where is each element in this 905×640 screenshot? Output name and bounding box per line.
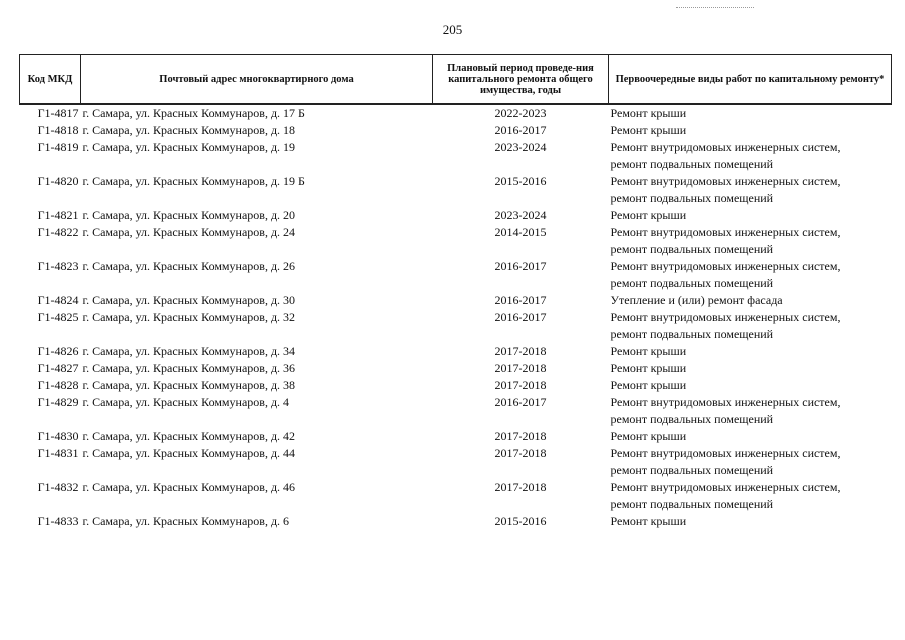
table-row xyxy=(20,309,892,343)
row-works xyxy=(609,394,892,428)
row-address: г. Самара, ул. Красных Коммунаров, д. 26 xyxy=(82,259,296,273)
row-period: 2016-2017 xyxy=(494,123,547,137)
row-code: Г1-4821 xyxy=(37,208,79,222)
table-row xyxy=(20,139,892,173)
row-code: Г1-4818 xyxy=(37,123,79,137)
row-works xyxy=(609,207,892,224)
row-works xyxy=(609,173,892,207)
work-line: Ремонт крыши xyxy=(610,378,687,392)
work-line: Утепление и (или) ремонт фасада xyxy=(610,293,783,307)
row-period: 2015-2016 xyxy=(494,174,547,188)
row-address: г. Самара, ул. Красных Коммунаров, д. 46 xyxy=(82,480,296,494)
row-works xyxy=(609,360,892,377)
row-period: 2017-2018 xyxy=(494,480,547,494)
row-period: 2017-2018 xyxy=(494,361,547,375)
work-line: Ремонт внутридомовых инженерных систем, xyxy=(610,225,841,239)
work-line: ремонт подвальных помещений xyxy=(610,191,774,205)
row-code: Г1-4822 xyxy=(37,225,79,239)
table-row xyxy=(20,104,892,122)
row-address: г. Самара, ул. Красных Коммунаров, д. 24 xyxy=(82,225,296,239)
table-row xyxy=(20,428,892,445)
row-address: г. Самара, ул. Красных Коммунаров, д. 38 xyxy=(82,378,296,392)
row-period: 2017-2018 xyxy=(494,446,547,460)
row-works xyxy=(609,377,892,394)
row-period: 2023-2024 xyxy=(494,208,547,222)
row-works xyxy=(609,139,892,173)
row-address: г. Самара, ул. Красных Коммунаров, д. 4 xyxy=(82,395,290,409)
work-line: Ремонт крыши xyxy=(610,429,687,443)
table-row xyxy=(20,258,892,292)
row-address: г. Самара, ул. Красных Коммунаров, д. 34 xyxy=(82,344,296,358)
row-address: г. Самара, ул. Красных Коммунаров, д. 17 Б xyxy=(82,106,305,120)
row-period: 2014-2015 xyxy=(494,225,547,239)
table-row xyxy=(20,445,892,479)
scan-artifact xyxy=(676,7,754,8)
table-row xyxy=(20,343,892,360)
work-line: ремонт подвальных помещений xyxy=(610,276,774,290)
row-code: Г1-4830 xyxy=(37,429,79,443)
row-period: 2022-2023 xyxy=(494,106,547,120)
row-address: г. Самара, ул. Красных Коммунаров, д. 19 Б xyxy=(82,174,305,188)
row-works xyxy=(609,224,892,258)
row-works xyxy=(609,309,892,343)
table-row xyxy=(20,360,892,377)
row-period: 2017-2018 xyxy=(494,378,547,392)
table-row xyxy=(20,173,892,207)
work-line: Ремонт внутридомовых инженерных систем, xyxy=(610,259,841,273)
table-row xyxy=(20,479,892,513)
row-period: 2017-2018 xyxy=(494,344,547,358)
row-code: Г1-4823 xyxy=(37,259,79,273)
row-code: Г1-4826 xyxy=(37,344,79,358)
work-line: Ремонт внутридомовых инженерных систем, xyxy=(610,140,841,154)
work-line: Ремонт внутридомовых инженерных систем, xyxy=(610,310,841,324)
work-line: ремонт подвальных помещений xyxy=(610,242,774,256)
page-number: 205 xyxy=(442,22,463,37)
work-line: ремонт подвальных помещений xyxy=(610,327,774,341)
row-code: Г1-4833 xyxy=(37,514,79,528)
row-address: г. Самара, ул. Красных Коммунаров, д. 32 xyxy=(82,310,296,324)
table-body xyxy=(20,104,892,530)
table-row xyxy=(20,224,892,258)
row-works xyxy=(609,513,892,530)
row-code: Г1-4829 xyxy=(37,395,79,409)
row-works xyxy=(609,258,892,292)
row-address: г. Самара, ул. Красных Коммунаров, д. 18 xyxy=(82,123,296,137)
work-line: ремонт подвальных помещений xyxy=(610,412,774,426)
row-code: Г1-4824 xyxy=(37,293,79,307)
row-period: 2023-2024 xyxy=(494,140,547,154)
work-line: Ремонт крыши xyxy=(610,344,687,358)
row-code: Г1-4832 xyxy=(37,480,79,494)
row-period: 2017-2018 xyxy=(494,429,547,443)
table-row xyxy=(20,394,892,428)
row-address: г. Самара, ул. Красных Коммунаров, д. 44 xyxy=(82,446,296,460)
work-line: Ремонт внутридомовых инженерных систем, xyxy=(610,446,841,460)
row-address: г. Самара, ул. Красных Коммунаров, д. 20 xyxy=(82,208,296,222)
work-line: Ремонт крыши xyxy=(610,106,687,120)
work-line: Ремонт крыши xyxy=(610,208,687,222)
work-line: ремонт подвальных помещений xyxy=(610,497,774,511)
header-works: Первоочередные виды работ по капитальному ремонту* xyxy=(609,55,892,105)
work-line: Ремонт крыши xyxy=(610,514,687,528)
row-address: г. Самара, ул. Красных Коммунаров, д. 30 xyxy=(82,293,296,307)
row-code: Г1-4828 xyxy=(37,378,79,392)
row-works xyxy=(609,479,892,513)
header-period: Плановый период проведе-ния капитального ремонта общего имущества, годы xyxy=(433,55,609,105)
table-row xyxy=(20,122,892,139)
table-row xyxy=(20,292,892,309)
work-line: Ремонт внутридомовых инженерных систем, xyxy=(610,480,841,494)
row-works xyxy=(609,343,892,360)
table-row xyxy=(20,513,892,530)
row-code: Г1-4831 xyxy=(37,446,79,460)
row-code: Г1-4825 xyxy=(37,310,79,324)
work-line: Ремонт внутридомовых инженерных систем, xyxy=(610,174,841,188)
row-address: г. Самара, ул. Красных Коммунаров, д. 19 xyxy=(82,140,296,154)
row-address: г. Самара, ул. Красных Коммунаров, д. 42 xyxy=(82,429,296,443)
row-address: г. Самара, ул. Красных Коммунаров, д. 36 xyxy=(82,361,296,375)
repair-table xyxy=(19,54,892,530)
row-works xyxy=(609,104,892,122)
row-period: 2015-2016 xyxy=(494,514,547,528)
row-works xyxy=(609,445,892,479)
work-line: Ремонт внутридомовых инженерных систем, xyxy=(610,395,841,409)
row-works xyxy=(609,292,892,309)
work-line: Ремонт крыши xyxy=(610,361,687,375)
row-works xyxy=(609,122,892,139)
header-code: Код МКД xyxy=(20,55,81,105)
row-period: 2016-2017 xyxy=(494,395,547,409)
table-row xyxy=(20,377,892,394)
row-code: Г1-4820 xyxy=(37,174,79,188)
row-code: Г1-4827 xyxy=(37,361,79,375)
row-period: 2016-2017 xyxy=(494,293,547,307)
row-code: Г1-4819 xyxy=(37,140,79,154)
table-row xyxy=(20,207,892,224)
table-header-row xyxy=(20,55,892,105)
row-period: 2016-2017 xyxy=(494,310,547,324)
row-code: Г1-4817 xyxy=(37,106,79,120)
row-works xyxy=(609,428,892,445)
header-address: Почтовый адрес многоквартирного дома xyxy=(81,55,433,105)
work-line: ремонт подвальных помещений xyxy=(610,463,774,477)
row-address: г. Самара, ул. Красных Коммунаров, д. 6 xyxy=(82,514,290,528)
work-line: Ремонт крыши xyxy=(610,123,687,137)
row-period: 2016-2017 xyxy=(494,259,547,273)
work-line: ремонт подвальных помещений xyxy=(610,157,774,171)
